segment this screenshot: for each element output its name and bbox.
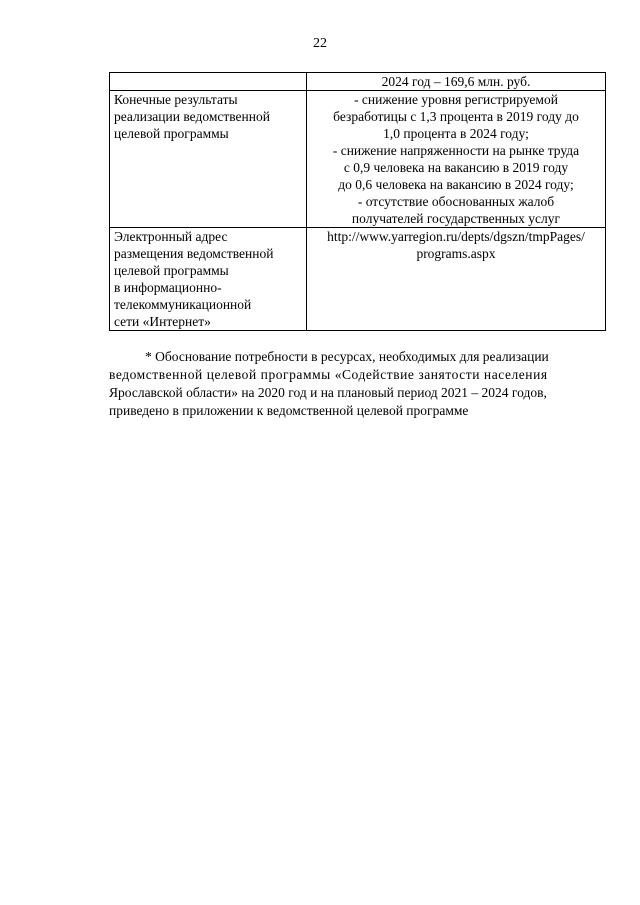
results-value-line: - снижение уровня регистрируемой <box>354 92 558 107</box>
table-cell-value <box>307 228 606 331</box>
footnote-line: * Обоснование потребности в ресурсах, необходимых для реализации <box>145 349 549 364</box>
table-cell-label <box>110 73 307 91</box>
results-label-line: Конечные результаты <box>114 92 238 107</box>
results-value-line: 1,0 процента в 2024 году; <box>383 126 529 141</box>
program-table <box>109 72 606 331</box>
table-row-results <box>110 91 606 228</box>
table-cell-label <box>110 228 307 331</box>
table-cell-value <box>307 91 606 228</box>
table-row-funding <box>110 73 606 91</box>
address-label-line: в информационно- <box>114 280 222 295</box>
address-label-line: целевой программы <box>114 263 229 278</box>
address-label-line: Электронный адрес <box>114 229 228 244</box>
address-label-line: размещения ведомственной <box>114 246 274 261</box>
footnote-line: приведено в приложении к ведомственной целевой программе <box>109 403 469 418</box>
results-value-line: - отсутствие обоснованных жалоб <box>357 194 555 209</box>
footnote-line: Ярославской области» на 2020 год и на плановый период 2021 – 2024 годов, <box>109 385 547 400</box>
page-number: 22 <box>313 36 327 51</box>
results-label-line: реализации ведомственной <box>114 109 270 124</box>
table-cell-value <box>307 73 606 91</box>
results-value-line: безработицы с 1,3 процента в 2019 году до <box>333 109 579 124</box>
table-row-web-address <box>110 228 606 331</box>
program-url-line: http://www.yarregion.ru/depts/dgszn/tmpPages/ <box>327 229 585 244</box>
results-label-line: целевой программы <box>114 126 229 141</box>
address-label-line: телекоммуникационной <box>114 297 252 312</box>
results-value-line: до 0,6 человека на вакансию в 2024 году; <box>338 177 574 192</box>
results-value-line: - снижение напряженности на рынке труда <box>332 143 580 158</box>
address-label-line: сети «Интернет» <box>114 314 211 329</box>
funding-2024-line: 2024 год – 169,6 млн. руб. <box>381 74 531 89</box>
results-value-line: получателей государственных услуг <box>351 211 561 226</box>
footnote <box>109 348 606 420</box>
program-url-line: programs.aspx <box>416 246 496 261</box>
table-cell-label <box>110 91 307 228</box>
results-value-line: с 0,9 человека на вакансию в 2019 году <box>343 160 569 175</box>
footnote-line: ведомственной целевой программы «Содействие занятости населения <box>109 367 548 382</box>
